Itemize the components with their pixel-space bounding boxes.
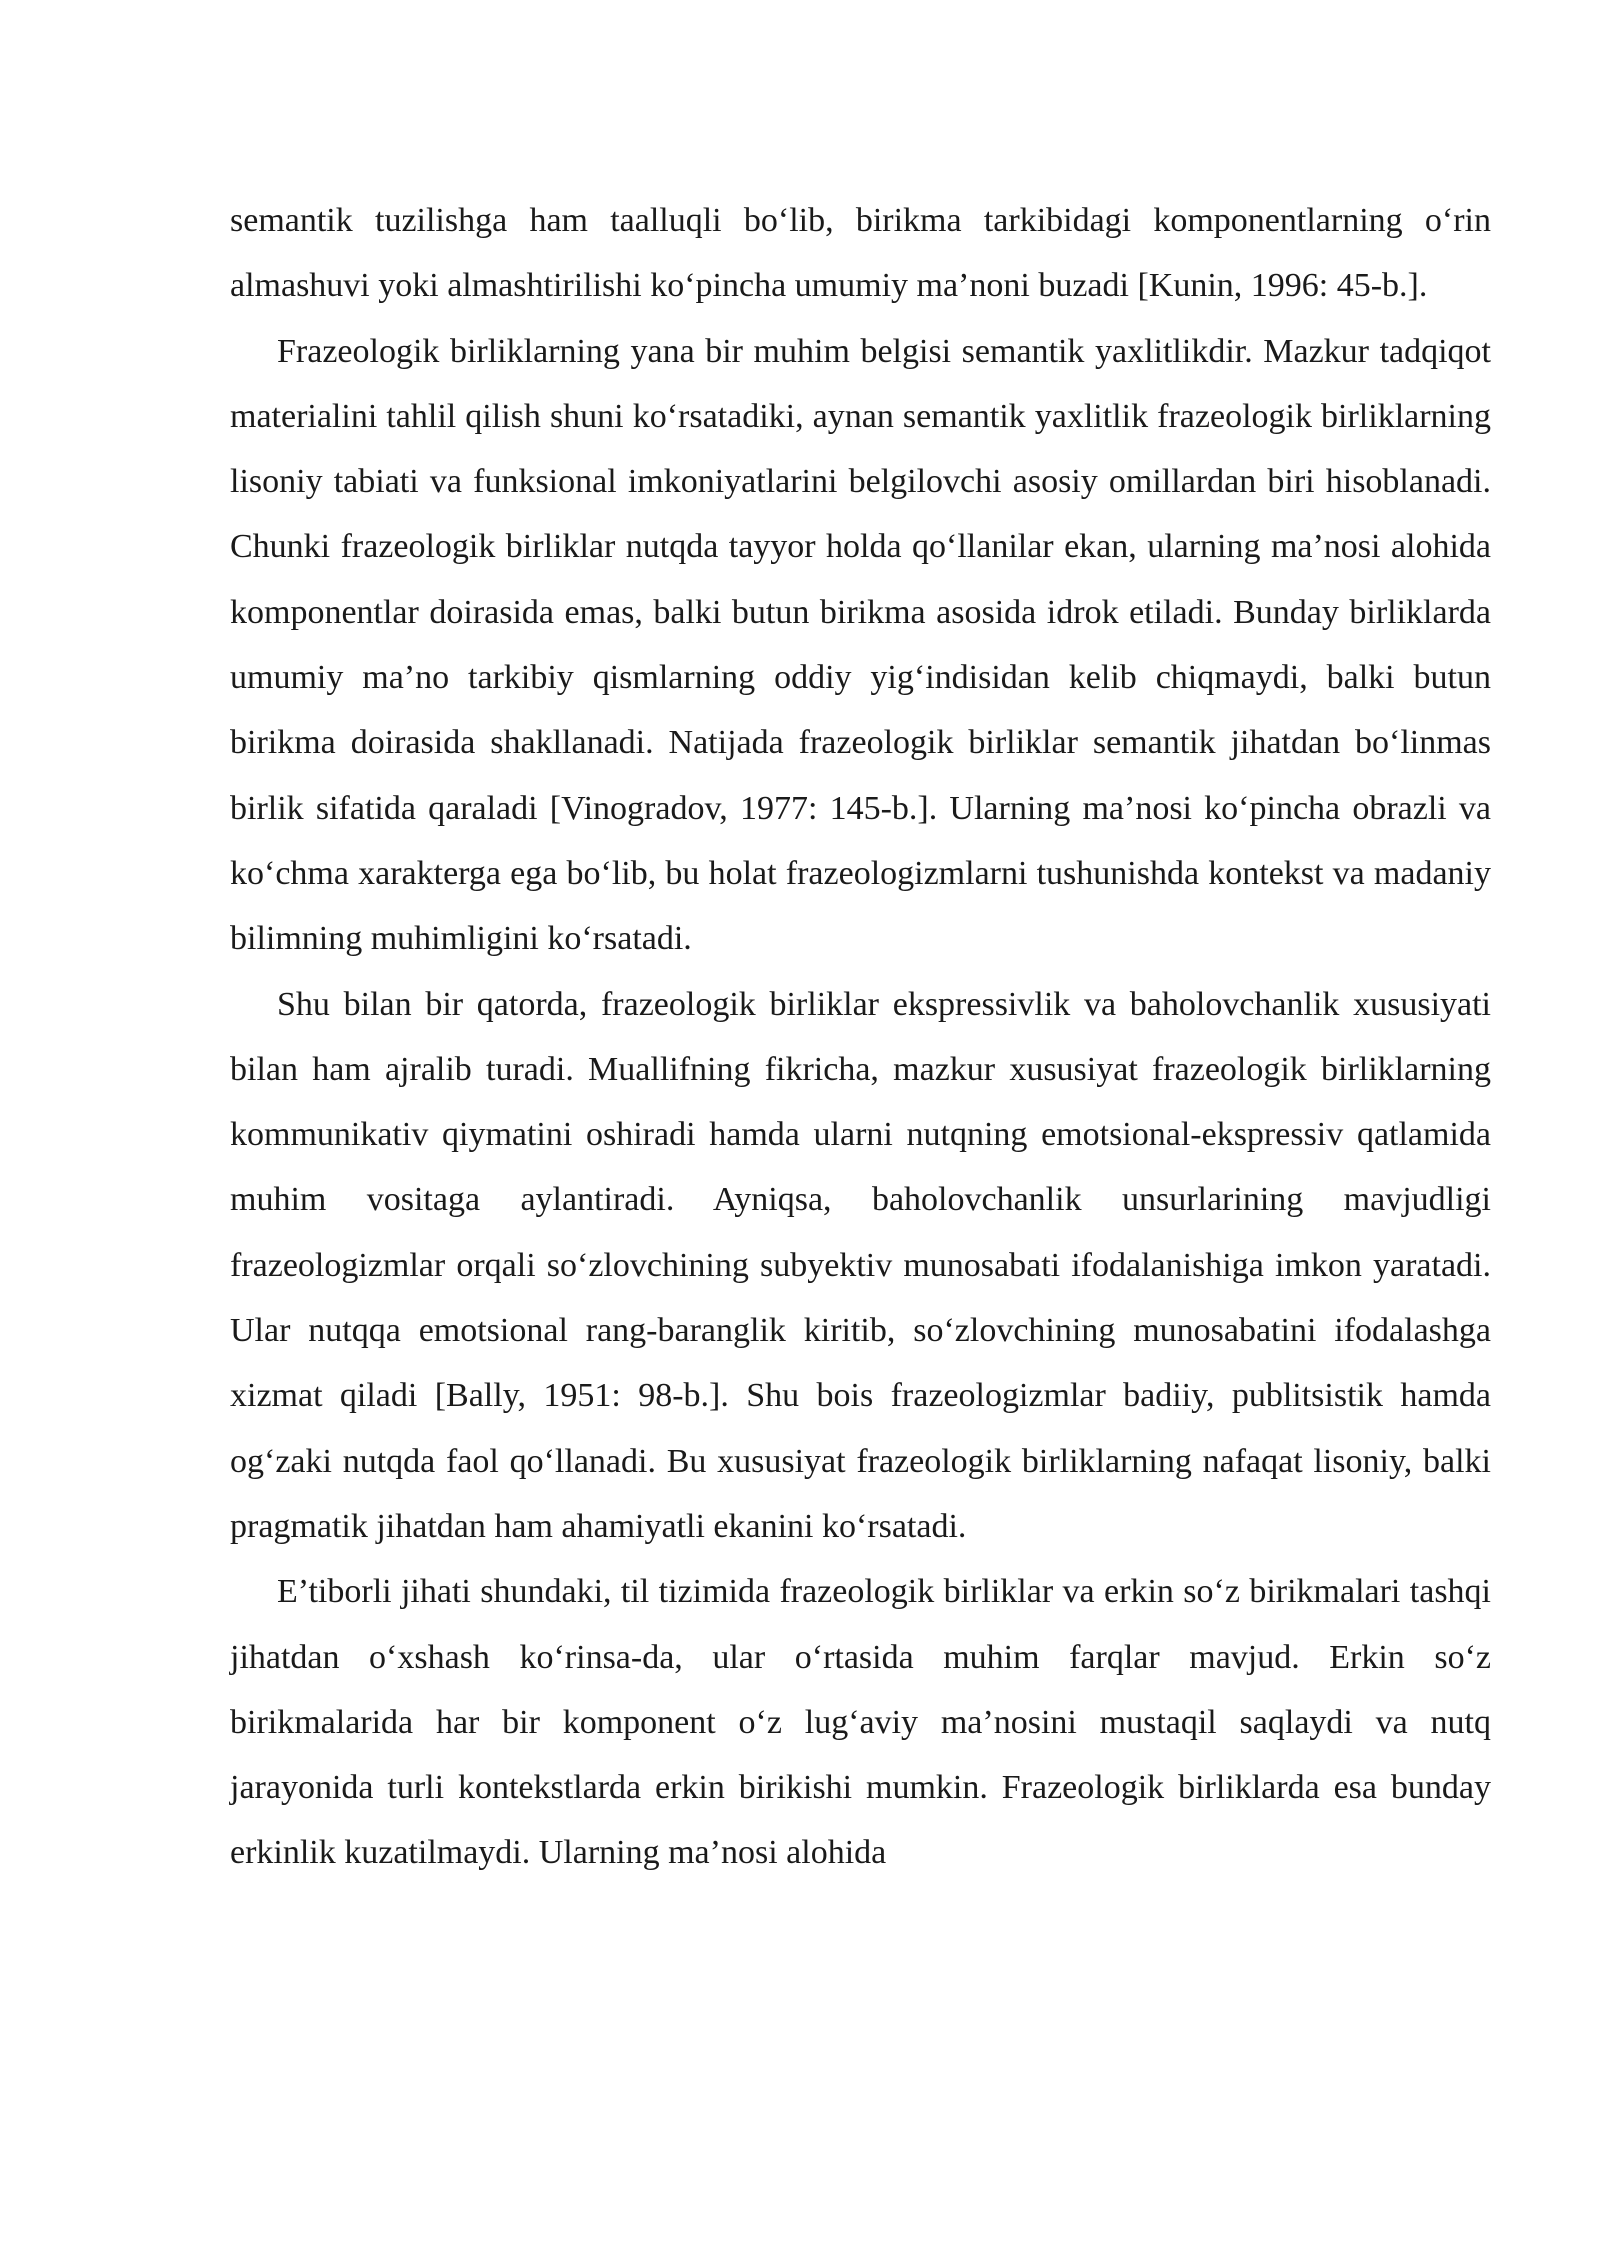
paragraph-expressiveness: Shu bilan bir qatorda, frazeologik birliklar ekspressivlik va baholovchanlik xususiyati bilan ham ajralib turadi. Muallifning fikricha, mazkur xususiyat frazeologik birliklarning kommunikativ qiymatini oshiradi hamda ularni nutqning emotsional-ekspressiv qatlamida muhim vositaga aylantiradi. Ayniqsa, baholovchanlik unsurlarining mavjudligi frazeologizmlar orqali so‘zlovchining subyektiv munosabati ifodalanishiga imkon yaratadi. Ular nutqqa emotsional rang-baranglik kiritib, so‘zlovchining munosabatini ifodalashga xizmat qiladi [Bally, 1951: 98-b.]. Shu bois frazeologizmlar badiiy, publitsistik hamda og‘zaki nutqda faol qo‘llanadi. Bu xususiyat frazeologik birliklarning nafaqat lisoniy, balki pragmatik jihatdan ham ahamiyatli ekanini ko‘rsatadi. [230, 985, 1491, 1545]
paragraph-free-combinations: E’tiborli jihati shundaki, til tizimida frazeologik birliklar va erkin so‘z birikmalari tashqi jihatdan o‘xshash ko‘rinsa-da, ular o‘rtasida muhim farqlar mavjud. Erkin so‘z birikmalarida har bir komponent o‘z lug‘aviy ma’nosini mustaqil saqlaydi va nutq jarayonida turli kontekstlarda erkin birikishi mumkin. Frazeologik birliklarda esa bunday erkinlik kuzatilmaydi. Ularning ma’nosi alohida [230, 1573, 1491, 1872]
paragraph-semantic-integrity: Frazeologik birliklarning yana bir muhim belgisi semantik yaxlitlikdir. Mazkur tadqiqot materialini tahlil qilish shuni ko‘rsatadiki, aynan semantik yaxlitlik frazeologik birliklarning lisoniy tabiati va funksional imkoniyatlarini belgilovchi asosiy omillardan biri hisoblanadi. Chunki frazeologik birliklar nutqda tayyor holda qo‘llanilar ekan, ularning ma’nosi alohida komponentlar doirasida emas, balki butun birikma asosida idrok etiladi. Bunday birliklarda umumiy ma’no tarkibiy qismlarning oddiy yig‘indisidan kelib chiqmaydi, balki butun birikma doirasida shakllanadi. Natijada frazeologik birliklar semantik jihatdan bo‘linmas birlik sifatida qaraladi [Vinogradov, 1977: 145-b.]. Ularning ma’nosi ko‘pincha obrazli va ko‘chma xarakterga ega bo‘lib, bu holat frazeologizmlarni tushunishda kontekst va madaniy bilimning muhimligini ko‘rsatadi. [230, 332, 1491, 958]
paragraph-continuation: semantik tuzilishga ham taalluqli bo‘lib, birikma tarkibidagi komponentlarning o‘rin almashuvi yoki almashtirilishi ko‘pincha umumiy ma’noni buzadi [Kunin, 1996: 45-b.]. [230, 202, 1491, 305]
body-text [230, 188, 1491, 1886]
